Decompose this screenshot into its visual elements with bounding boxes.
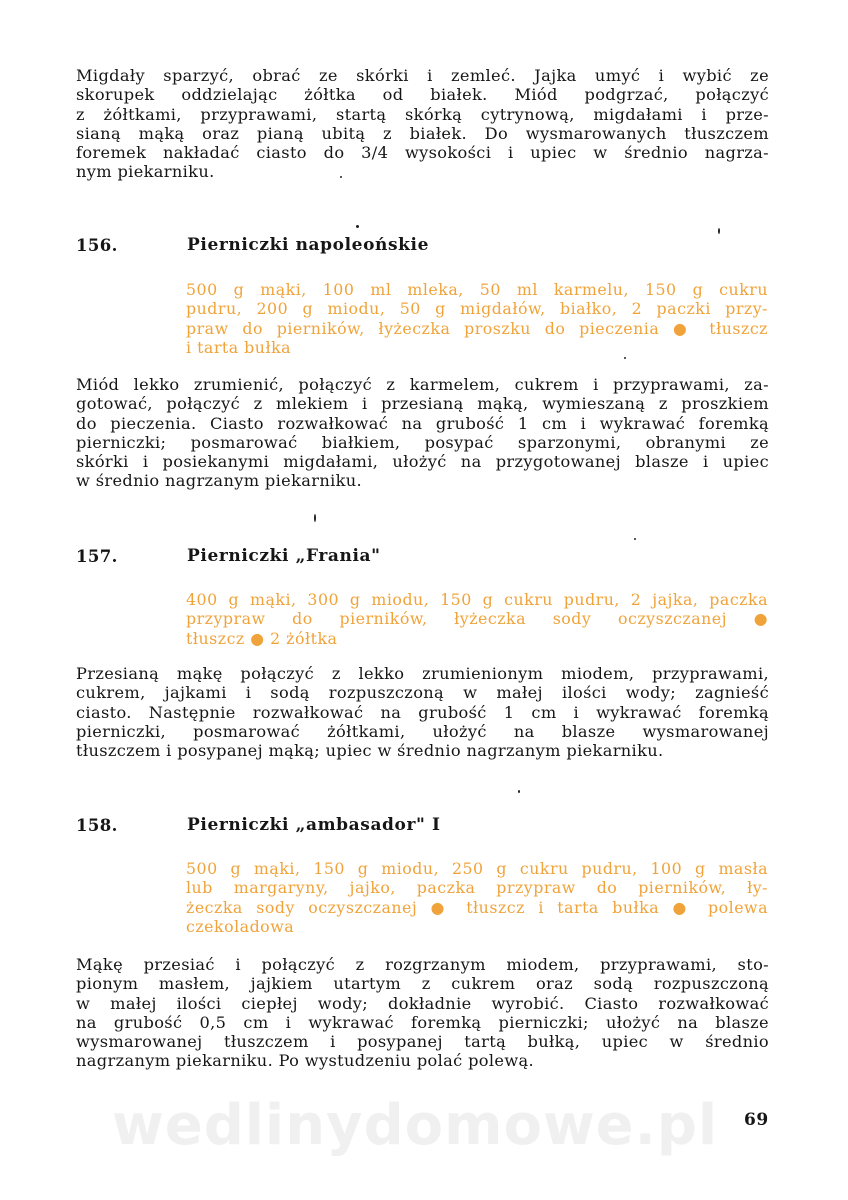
page-number: 69 [744,1110,769,1130]
method-line: skórki i posiekanymi migdałami, ułożyć na przygotowanej blasze i upiec [76,452,769,472]
recipe-title: Pierniczki „ambasador" I [187,815,441,835]
method-line: Mąkę przesiać i połączyć z rozgrzanym miodem, przyprawami, sto- [76,955,769,974]
method-paragraph [76,955,769,1071]
method-line: pierniczki, posmarować żółtkami, ułożyć na blasze wysmarowanej [76,721,769,741]
ingredients-line: przypraw do pierników, łyżeczka sody oczyszczanej ● [186,609,768,629]
method-line: tłuszczem i posypanej mąką; upiec w średnio nagrzanym piekarniku. [76,741,664,761]
intro-line: nym piekarniku. [76,162,215,182]
ingredients-line: i tarta bułka [186,337,292,357]
recipe-title: Pierniczki napoleońskie [187,235,429,255]
intro-line: foremek nakładać ciasto do 3/4 wysokości i upiec w średnio nagrza- [76,143,769,163]
method-line: na grubość 0,5 cm i wykrawać foremką pierniczki; ułożyć na blasze [76,1012,769,1032]
method-line: pierniczki; posmarować białkiem, posypać sparzonymi, obranymi ze [76,432,769,452]
intro-line: z żółtkami, przyprawami, startą skórką cytrynową, migdałami i prze- [76,104,769,124]
intro-paragraph [76,66,769,182]
method-line: do pieczenia. Ciasto rozwałkować na grubość 1 cm i wykrawać foremką [76,413,769,433]
scan-speck [356,225,359,228]
method-line: gotować, połączyć z mlekiem i przesianą mąką, wymieszaną z proszkiem [76,394,769,414]
ingredients-line: czekoladowa [186,916,295,936]
scan-speck [314,514,316,522]
ingredients-line: tłuszcz ● 2 żółtka [186,628,338,648]
method-line: Miód lekko zrumienić, połączyć z karmelem, cukrem i przyprawami, za- [76,375,769,394]
intro-line: sianą mąką oraz pianą ubitą z białek. Do wysmarowanych tłuszczem [76,123,769,143]
scan-speck [340,176,342,178]
method-paragraph [76,664,769,760]
ingredients-line: pudru, 200 g miodu, 50 g migdałów, białko, 2 paczki przy- [186,299,768,319]
scan-speck [718,228,720,234]
method-line: cukrem, jajkami i sodą rozpuszczoną w małej ilości wody; zagnieść [76,683,769,703]
ingredients-line: 400 g mąki, 300 g miodu, 150 g cukru pudru, 2 jajka, paczka [186,590,768,609]
scan-speck [624,357,626,359]
ingredients-line: żeczka sody oczyszczanej ● tłuszcz i tarta bułka ● polewa [186,897,768,917]
ingredients-line: praw do pierników, łyżeczka proszku do pieczenia ● tłuszcz [186,318,768,338]
method-line: pionym masłem, jajkiem utartym z cukrem oraz sodą rozpuszczoną [76,974,769,994]
recipe-title: Pierniczki „Frania" [187,546,381,566]
recipe-number: 158. [76,816,118,835]
method-line: w małej ilości ciepłej wody; dokładnie wyrobić. Ciasto rozwałkować [76,993,769,1013]
scan-speck [634,538,636,540]
ingredients-line: 500 g mąki, 150 g miodu, 250 g cukru pudru, 100 g masła [186,859,768,878]
ingredients-line: 500 g mąki, 100 ml mleka, 50 ml karmelu, 150 g cukru [186,280,768,299]
ingredients-list [186,280,768,357]
method-paragraph [76,375,769,491]
intro-line: skorupek oddzielając żółtka od białek. Miód podgrzać, połączyć [76,85,769,105]
recipe-number: 157. [76,547,118,566]
ingredients-list [186,859,768,936]
watermark: wedlinydomowe.pl [112,1093,719,1158]
scan-speck [518,790,520,793]
method-line: Przesianą mąkę połączyć z lekko zrumienionym miodem, przyprawami, [76,664,769,683]
method-line: ciasto. Następnie rozwałkować na grubość 1 cm i wykrawać foremką [76,702,769,722]
method-line: nagrzanym piekarniku. Po wystudzeniu polać polewą. [76,1051,535,1071]
method-line: wysmarowanej tłuszczem i posypanej tartą bułką, upiec w średnio [76,1032,769,1052]
method-line: w średnio nagrzanym piekarniku. [76,471,363,491]
ingredients-line: lub margaryny, jajko, paczka przypraw do pierników, ły- [186,878,768,898]
ingredients-list [186,590,768,648]
recipe-number: 156. [76,236,118,255]
intro-line: Migdały sparzyć, obrać ze skórki i zemleć. Jajka umyć i wybić ze [76,66,769,85]
